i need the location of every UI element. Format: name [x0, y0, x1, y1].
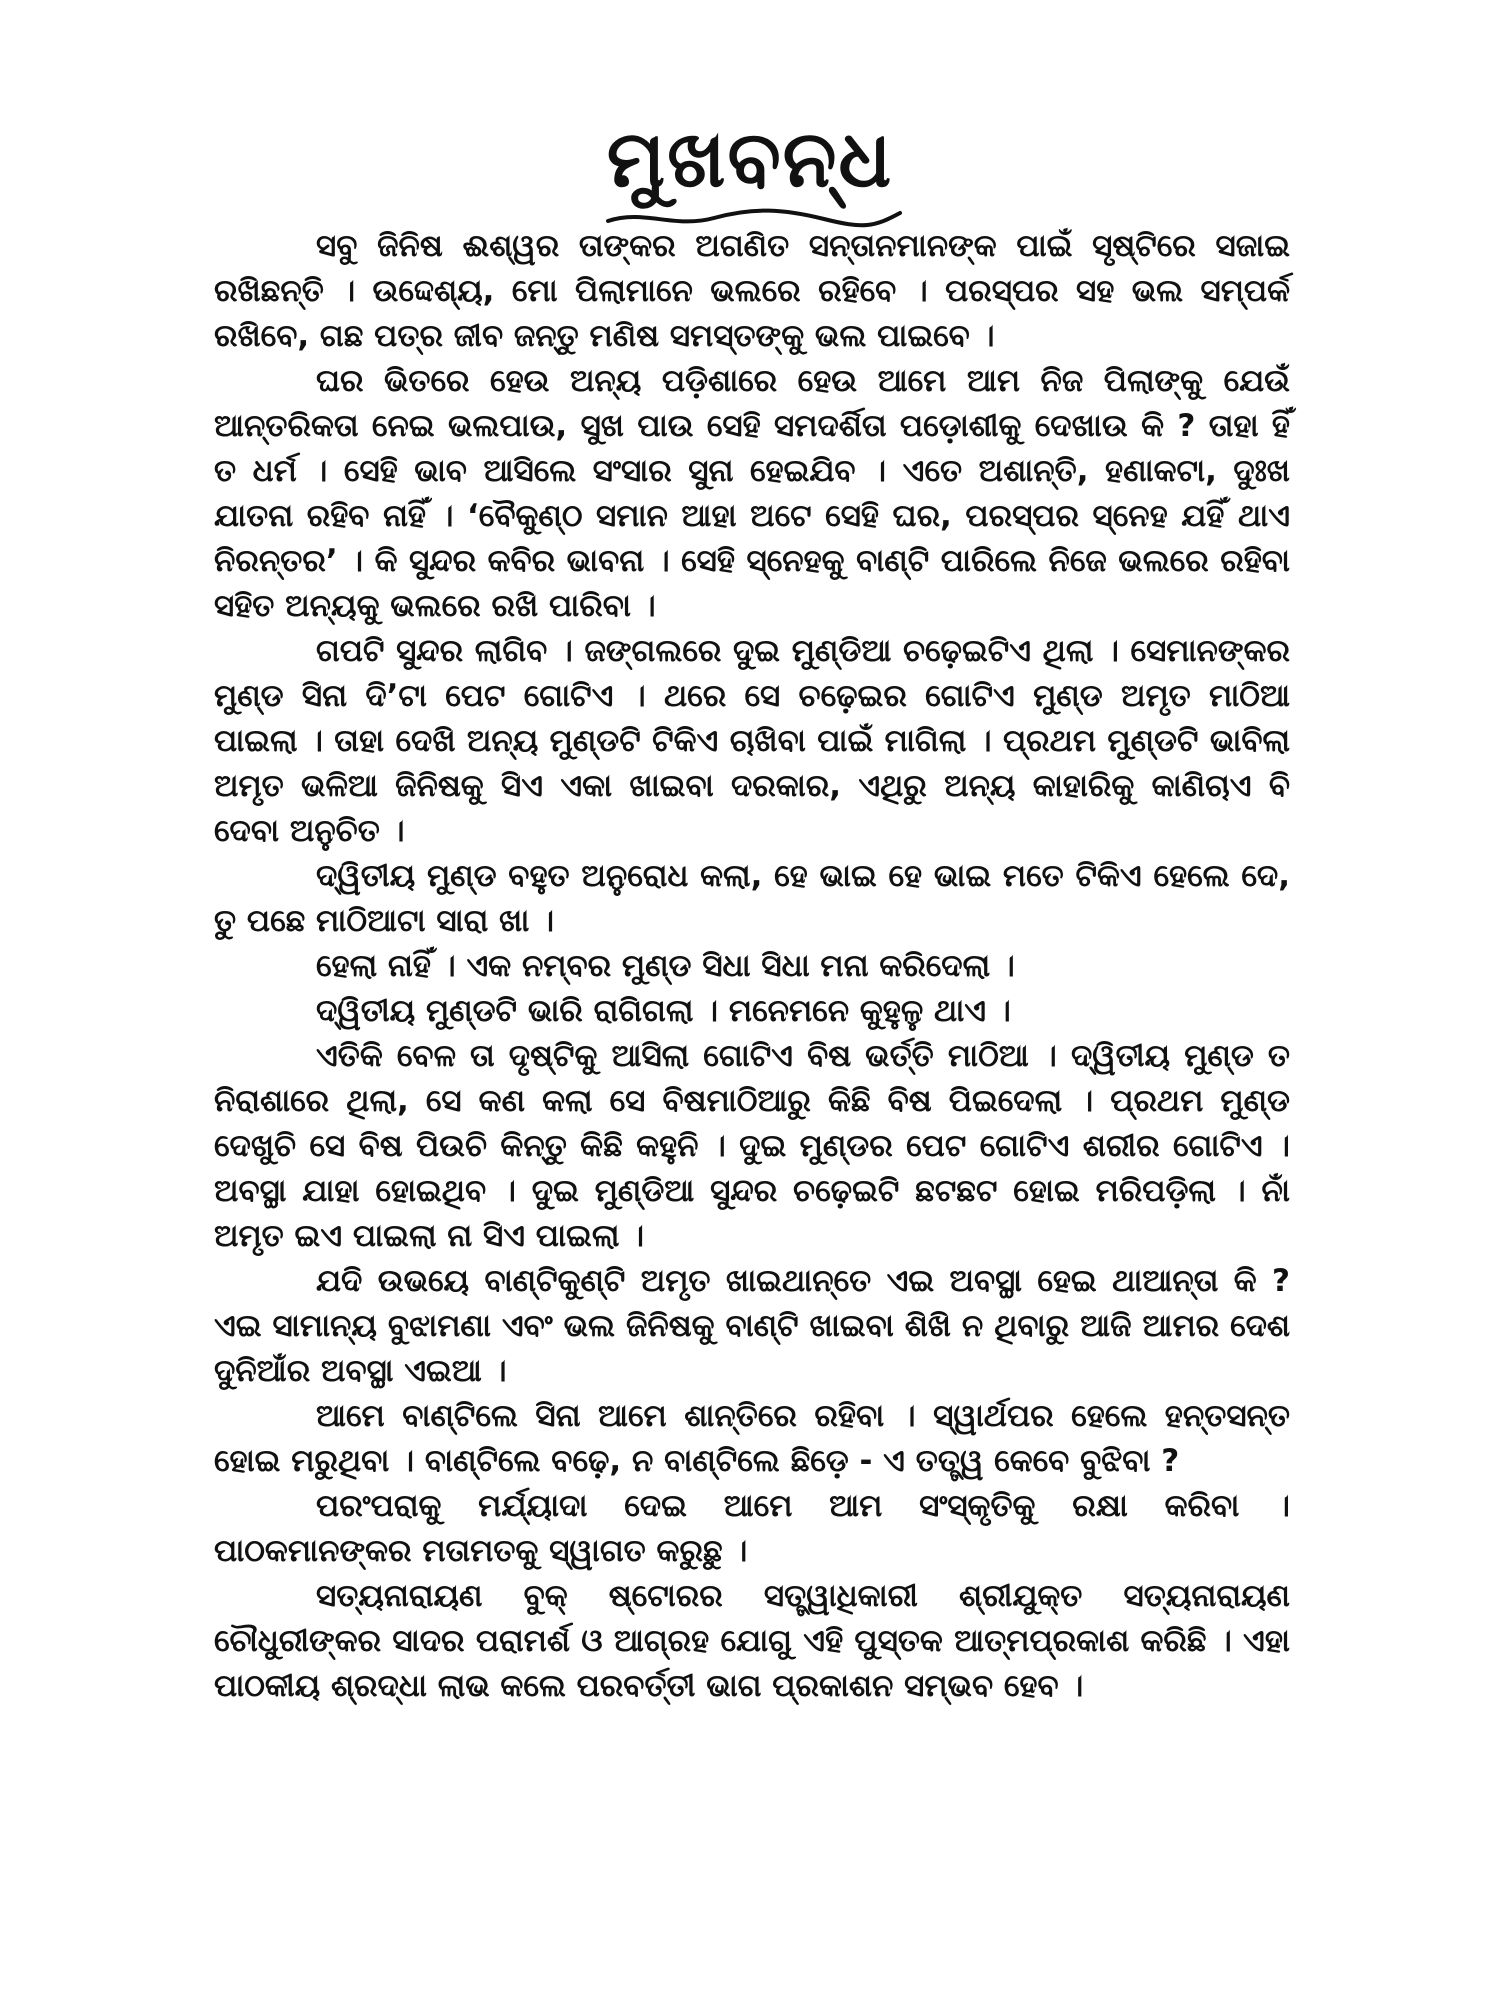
paragraph: ସବୁ ଜିନିଷ ଈଶ୍ୱର ତାଙ୍କର ଅଗଣିତ ସନ୍ତାନମାନଙ୍କ ପାଇଁ ସୃଷ୍ଟିରେ ସଜାଇ ରଖିଛନ୍ତି । ଉଦ୍ଦେଶ୍ୟ, ମୋ ପିଲାମାନେ ଭଲରେ ରହିବେ । ପରସ୍ପର ସହ ଭଲ ସମ୍ପର୍କ ରଖିବେ, ଗଛ ପତ୍ର ଜୀବ ଜନ୍ତୁ ମଣିଷ ସମସ୍ତଙ୍କୁ ଭଲ ପାଇବେ । [214, 228, 1290, 354]
page-title: ମୁଖବନ୍ଧ [606, 115, 894, 205]
paragraph: ଏତିକି ବେଳ ତା ଦୃଷ୍ଟିକୁ ଆସିଲା ଗୋଟିଏ ବିଷ ଭର୍ତ୍ତି ମାଠିଆ । ଦ୍ୱିତୀୟ ମୁଣ୍ଡ ତ ନିରାଶାରେ ଥିଲା, ସେ କଣ କଲା ସେ ବିଷମାଠିଆରୁ କିଛି ବିଷ ପିଇଦେଲା । ପ୍ରଥମ ମୁଣ୍ଡ ଦେଖୁଚି ସେ ବିଷ ପିଉଚି କିନ୍ତୁ କିଛି କହୁନି । ଦୁଇ ମୁଣ୍ଡର ପେଟ ଗୋଟିଏ ଶରୀର ଗୋଟିଏ । ଅବସ୍ଥା ଯାହା ହୋଇଥିବ । ଦୁଇ ମୁଣ୍ଡିଆ ସୁନ୍ଦର ଚଢ଼େଇଟି ଛଟଛଟ ହୋଇ ମରିପଡ଼ିଲା । ନାଁ ଅମୃତ ଇଏ ପାଇଲା ନା ସିଏ ପାଇଲା । [214, 1038, 1290, 1254]
title-container [0, 115, 1500, 205]
paragraph: ସତ୍ୟନାରାୟଣ ବୁକ୍ ଷ୍ଟୋରର ସତ୍ତ୍ୱାଧିକାରୀ ଶ୍ରୀଯୁକ୍ତ ସତ୍ୟନାରାୟଣ ଚୌଧୁରୀଙ୍କର ସାଦର ପରାମର୍ଶ ଓ ଆଗ୍ରହ ଯୋଗୁ ଏହି ପୁସ୍ତକ ଆତ୍ମପ୍ରକାଶ କରିଛି । ଏହା ପାଠକୀୟ ଶ୍ରଦ୍ଧା ଲାଭ କଲେ ପରବର୍ତ୍ତୀ ଭାଗ ପ୍ରକାଶନ ସମ୍ଭବ ହେବ । [214, 1578, 1290, 1704]
paragraph: ଯଦି ଉଭୟେ ବାଣ୍ଟିକୁଣ୍ଟି ଅମୃତ ଖାଇଥାନ୍ତେ ଏଇ ଅବସ୍ଥା ହେଇ ଥାଆନ୍ତା କି ? ଏଇ ସାମାନ୍ୟ ବୁଝାମଣା ଏବଂ ଭଲ ଜିନିଷକୁ ବାଣ୍ଟି ଖାଇବା ଶିଖି ନ ଥିବାରୁ ଆଜି ଆମର ଦେଶ ଦୁନିଆଁର ଅବସ୍ଥା ଏଇଆ । [214, 1263, 1290, 1389]
preface-body [214, 224, 1290, 1709]
paragraph: ଦ୍ୱିତୀୟ ମୁଣ୍ଡଟି ଭାରି ରାଗିଗଲା । ମନେମନେ କୁହୁଳୁ ଥାଏ । [316, 993, 1011, 1029]
paragraph: ଗପଟି ସୁନ୍ଦର ଲାଗିବ । ଜଙ୍ଗଲରେ ଦୁଇ ମୁଣ୍ଡିଆ ଚଢ଼େଇଟିଏ ଥିଲା । ସେମାନଙ୍କର ମୁଣ୍ଡ ସିନା ଦି’ଟା ପେଟ ଗୋଟିଏ । ଥରେ ସେ ଚଢ଼େଇର ଗୋଟିଏ ମୁଣ୍ଡ ଅମୃତ ମାଠିଆ ପାଇଲା । ତାହା ଦେଖି ଅନ୍ୟ ମୁଣ୍ଡଟି ଟିକିଏ ଚାଖିବା ପାଇଁ ମାଗିଲା । ପ୍ରଥମ ମୁଣ୍ଡଟି ଭାବିଲା ଅମୃତ ଭଳିଆ ଜିନିଷକୁ ସିଏ ଏକା ଖାଇବା ଦରକାର, ଏଥିରୁ ଅନ୍ୟ କାହାରିକୁ କାଣିଚାଏ ବି ଦେବା ଅନୁଚିତ । [214, 633, 1290, 849]
paragraph: ଘର ଭିତରେ ହେଉ ଅନ୍ୟ ପଡ଼ିଶାରେ ହେଉ ଆମେ ଆମ ନିଜ ପିଲାଙ୍କୁ ଯେଉଁ ଆନ୍ତରିକତା ନେଇ ଭଲପାଉ, ସୁଖ ପାଉ ସେହି ସମଦର୍ଶିତା ପଡ଼ୋଶୀକୁ ଦେଖାଉ କି ? ତାହା ହିଁ ତ ଧର୍ମ । ସେହି ଭାବ ଆସିଲେ ସଂସାର ସୁନା ହେଇଯିବ । ଏତେ ଅଶାନ୍ତି, ହଣାକଟା, ଦୁଃଖ ଯାତନା ରହିବ ନାହିଁ । ‘ବୈକୁଣ୍ଠ ସମାନ ଆହା ଅଟେ ସେହି ଘର, ପରସ୍ପର ସ୍ନେହ ଯହିଁ ଥାଏ ନିରନ୍ତର’ । କି ସୁନ୍ଦର କବିର ଭାବନା । ସେହି ସ୍ନେହକୁ ବାଣ୍ଟି ପାରିଲେ ନିଜେ ଭଲରେ ରହିବା ସହିତ ଅନ୍ୟକୁ ଭଲରେ ରଖି ପାରିବା । [214, 363, 1290, 624]
paragraph: ଦ୍ୱିତୀୟ ମୁଣ୍ଡ ବହୁତ ଅନୁରୋଧ କଲା, ହେ ଭାଇ ହେ ଭାଇ ମତେ ଟିକିଏ ହେଲେ ଦେ, ତୁ ପଛେ ମାଠିଆଟା ସାରା ଖା । [214, 858, 1290, 939]
paragraph: ପରଂପରାକୁ ମର୍ଯ୍ୟାଦା ଦେଇ ଆମେ ଆମ ସଂସ୍କୃତିକୁ ରକ୍ଷା କରିବା । ପାଠକମାନଙ୍କର ମତାମତକୁ ସ୍ୱାଗତ କରୁଛୁ । [214, 1488, 1290, 1569]
paragraph: ଆମେ ବାଣ୍ଟିଲେ ସିନା ଆମେ ଶାନ୍ତିରେ ରହିବା । ସ୍ୱାର୍ଥପର ହେଲେ ହନ୍ତସନ୍ତ ହୋଇ ମରୁଥିବା । ବାଣ୍ଟିଲେ ବଢ଼େ, ନ ବାଣ୍ଟିଲେ ଛିଡ଼େ - ଏ ତତ୍ତ୍ୱ କେବେ ବୁଝିବା ? [214, 1398, 1290, 1479]
paragraph: ହେଲା ନାହିଁ । ଏକ ନମ୍ବର ମୁଣ୍ଡ ସିଧା ସିଧା ମନା କରିଦେଲା । [316, 948, 1015, 984]
